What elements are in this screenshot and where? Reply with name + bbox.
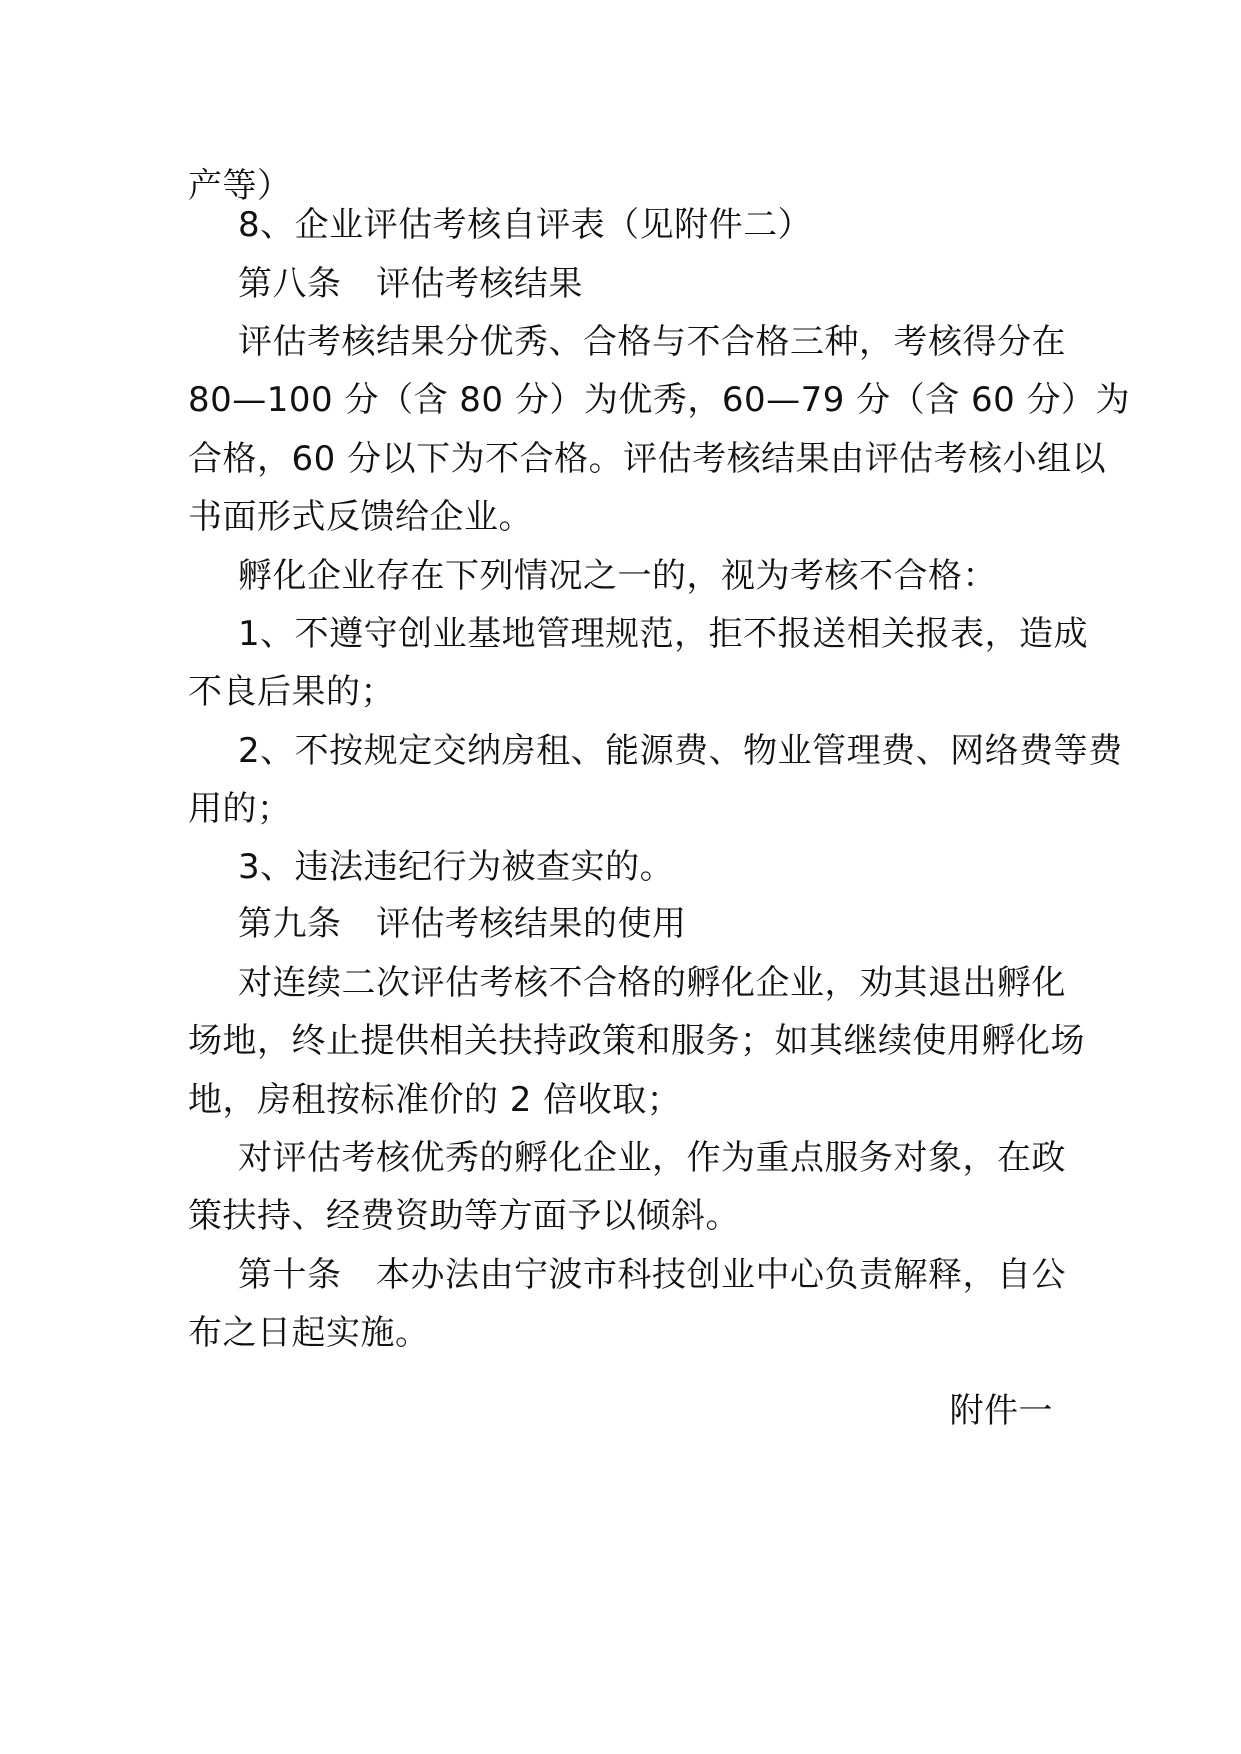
paragraph-line: 布之日起实施。 (188, 1313, 430, 1353)
section-heading: 第十条 本办法由宁波市科技创业中心负责解释，自公 (238, 1255, 1066, 1295)
paragraph-line: 不良后果的； (188, 672, 395, 712)
paragraph-line: 评估考核结果分优秀、合格与不合格三种，考核得分在 (238, 322, 1066, 362)
section-heading: 第九条 评估考核结果的使用 (238, 904, 687, 944)
paragraph-line: 合格，60 分以下为不合格。评估考核结果由评估考核小组以 (188, 439, 1107, 479)
paragraph-line: 产等） (188, 166, 292, 206)
paragraph-line: 80—100 分（含 80 分）为优秀，60—79 分（含 60 分）为 (188, 380, 1131, 420)
paragraph-line: 策扶持、经费资助等方面予以倾斜。 (188, 1196, 740, 1236)
paragraph-line: 地，房租按标准价的 2 倍收取； (188, 1080, 682, 1120)
paragraph-line: 8、企业评估考核自评表（见附件二） (238, 205, 813, 245)
paragraph-line: 对评估考核优秀的孵化企业，作为重点服务对象，在政 (238, 1138, 1066, 1178)
paragraph-line: 对连续二次评估考核不合格的孵化企业，劝其退出孵化 (238, 963, 1066, 1003)
paragraph-line: 用的； (188, 789, 292, 829)
list-item: 3、违法违纪行为被查实的。 (238, 847, 675, 887)
paragraph-line: 场地，终止提供相关扶持政策和服务；如其继续使用孵化场 (188, 1021, 1085, 1061)
list-item: 2、不按规定交纳房租、能源费、物业管理费、网络费等费 (238, 731, 1123, 771)
attachment-label: 附件一 (949, 1391, 1053, 1431)
list-item: 1、不遵守创业基地管理规范，拒不报送相关报表，造成 (238, 614, 1089, 654)
section-heading: 第八条 评估考核结果 (238, 264, 583, 304)
paragraph-line: 书面形式反馈给企业。 (188, 497, 533, 537)
paragraph-line: 孵化企业存在下列情况之一的，视为考核不合格： (238, 556, 997, 596)
